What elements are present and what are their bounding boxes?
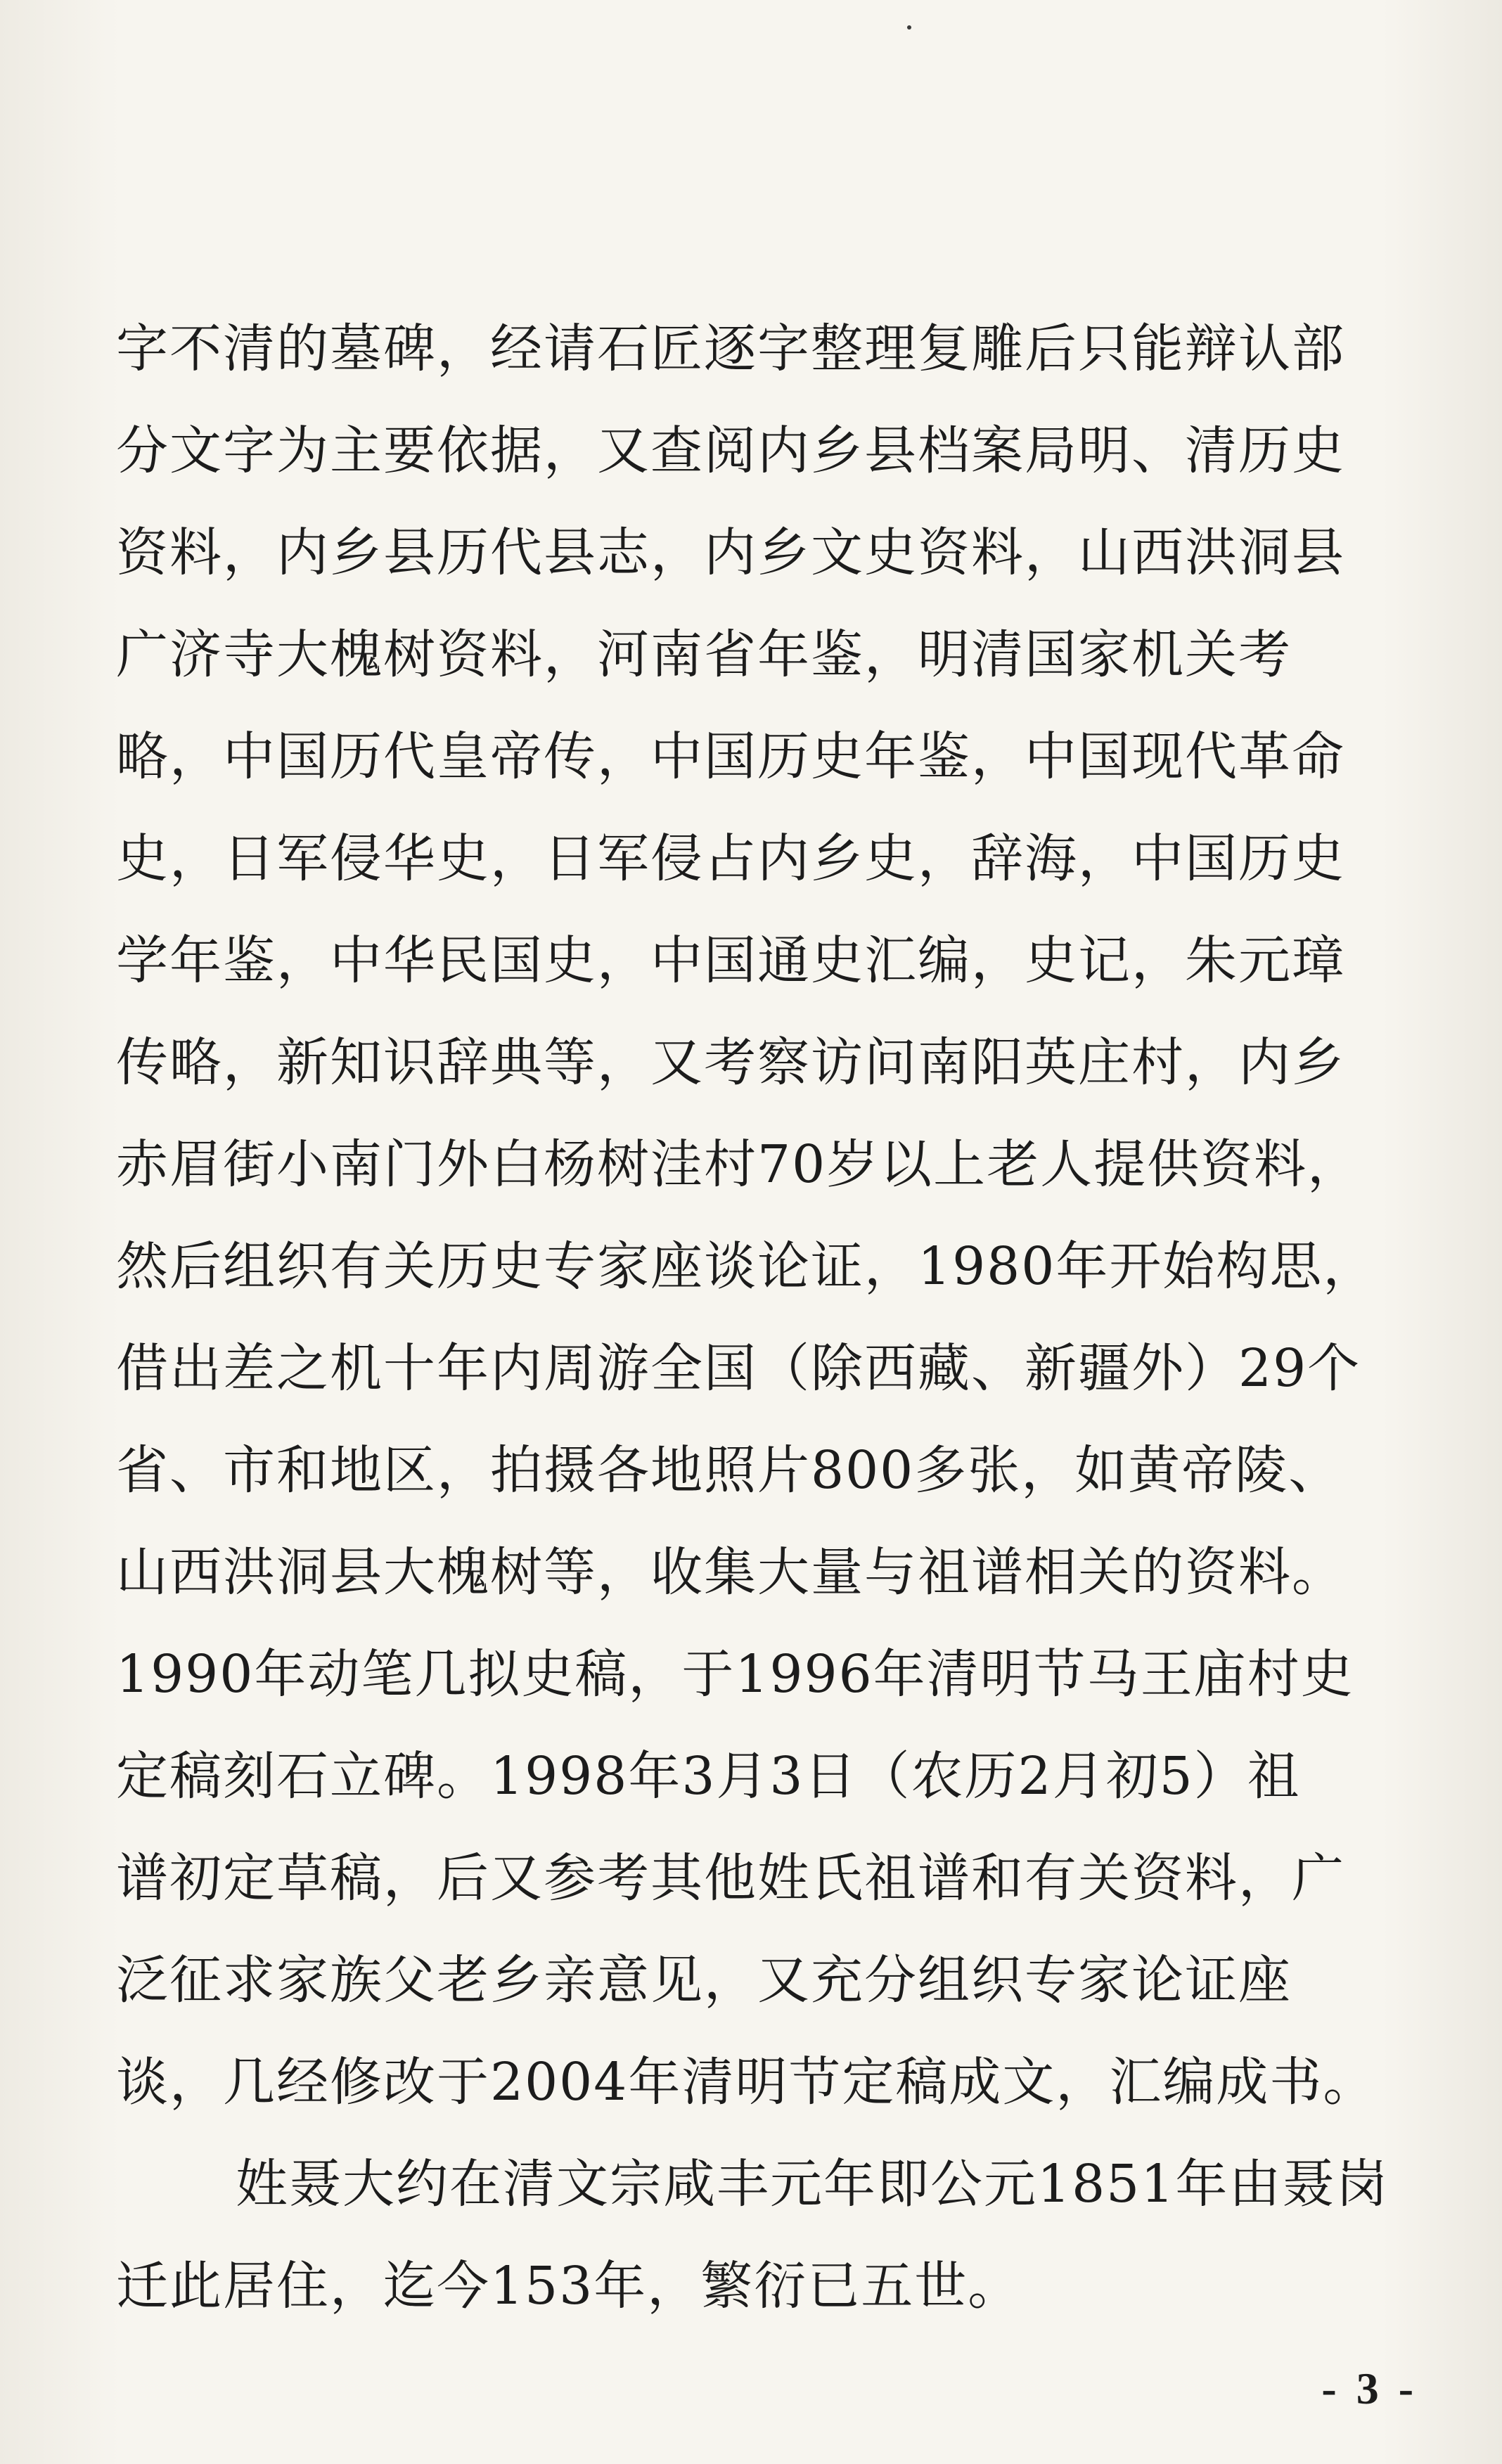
page-number: - 3 - bbox=[1321, 2363, 1418, 2413]
text-line: 借出差之机十年内周游全国（除西藏、新疆外）29个 bbox=[116, 1338, 1361, 1399]
text-line: 谈，几经修改于2004年清明节定稿成文，汇编成书。 bbox=[116, 2052, 1377, 2112]
text-line: 泛征求家族父老乡亲意见，又充分组织专家论证座 bbox=[116, 1950, 1292, 2010]
text-line: 学年鉴，中华民国史，中国通史汇编，史记，朱元璋 bbox=[116, 930, 1345, 991]
text-line: 赤眉街小南门外白杨树洼村70岁以上老人提供资料， bbox=[116, 1134, 1361, 1195]
text-line: 谱初定草稿，后又参考其他姓氏祖谱和有关资料，广 bbox=[116, 1848, 1345, 1908]
text-line: 姓聂大约在清文宗咸丰元年即公元1851年由聂岗 bbox=[236, 2154, 1389, 2214]
scan-speck bbox=[907, 25, 911, 30]
text-line: 分文字为主要依据，又查阅内乡县档案局明、清历史 bbox=[116, 421, 1345, 481]
text-line: 字不清的墓碑，经请石匠逐字整理复雕后只能辩认部 bbox=[116, 319, 1345, 379]
text-line: 定稿刻石立碑。1998年3月3日（农历2月初5）祖 bbox=[116, 1746, 1301, 1807]
text-line: 山西洪洞县大槐树等，收集大量与祖谱相关的资料。 bbox=[116, 1542, 1345, 1603]
text-line: 然后组织有关历史专家座谈论证，1980年开始构思， bbox=[116, 1236, 1377, 1297]
text-line: 资料，内乡县历代县志，内乡文史资料，山西洪洞县 bbox=[116, 522, 1345, 583]
text-line: 省、市和地区，拍摄各地照片800多张，如黄帝陵、 bbox=[116, 1440, 1342, 1501]
document-body bbox=[116, 298, 1403, 2337]
text-line: 1990年动笔几拟史稿，于1996年清明节马王庙村史 bbox=[116, 1644, 1354, 1705]
text-line: 史，日军侵华史，日军侵占内乡史，辞海，中国历史 bbox=[116, 828, 1345, 889]
text-line: 广济寺大槐树资料，河南省年鉴，明清国家机关考 bbox=[116, 624, 1292, 685]
text-line: 迁此居住，迄今153年，繁衍已五世。 bbox=[116, 2256, 1022, 2316]
text-line: 传略，新知识辞典等，又考察访问南阳英庄村，内乡 bbox=[116, 1032, 1345, 1093]
text-line: 略，中国历代皇帝传，中国历史年鉴，中国现代革命 bbox=[116, 726, 1345, 787]
